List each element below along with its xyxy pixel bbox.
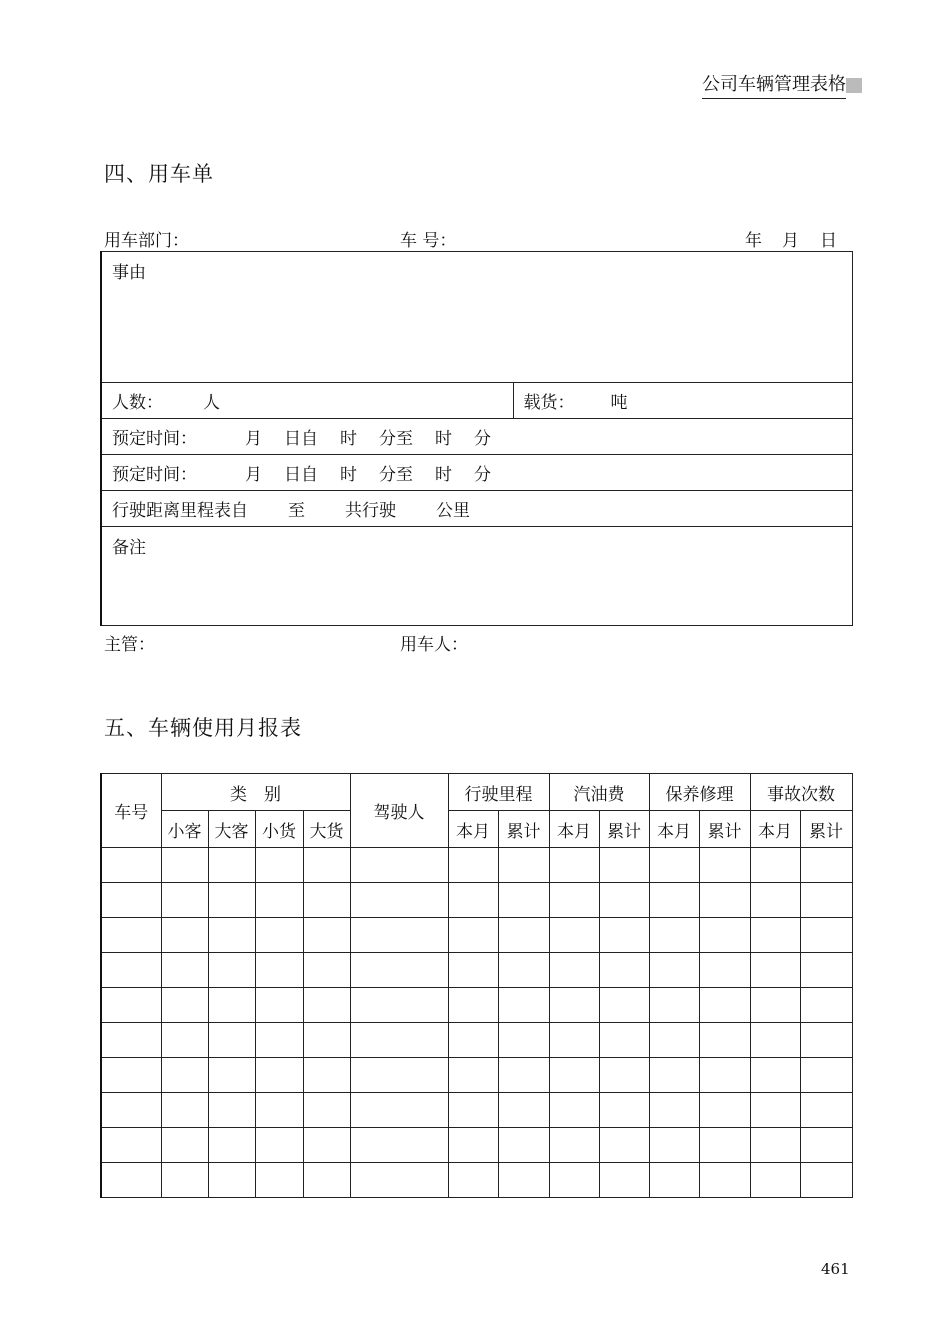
table-cell[interactable] [649,918,699,953]
table-cell[interactable] [448,918,498,953]
table-cell[interactable] [448,953,498,988]
reason-cell[interactable] [101,252,852,383]
table-cell[interactable] [599,1128,649,1163]
table-cell[interactable] [161,1163,208,1198]
table-cell[interactable] [699,1093,750,1128]
distance-start: 行驶距离里程表自 [112,501,248,521]
table-cell[interactable] [750,1163,800,1198]
table-row [101,953,852,988]
table-cell[interactable] [699,1058,750,1093]
table-cell[interactable] [161,953,208,988]
table-cell[interactable] [699,953,750,988]
col-accidents: 事故次数 [750,774,852,811]
sub-this-month: 本月 [750,811,800,848]
table-cell[interactable] [303,883,350,918]
table-cell[interactable] [549,1128,599,1163]
table-cell[interactable] [101,1163,161,1198]
table-cell[interactable] [549,953,599,988]
table-cell[interactable] [750,1093,800,1128]
distance-row[interactable] [101,491,852,527]
dept-label: 用车部门： [104,231,189,251]
table-cell[interactable] [800,918,852,953]
table-cell[interactable] [800,883,852,918]
table-cell[interactable] [448,1058,498,1093]
cargo-cell[interactable] [513,383,852,419]
table-cell[interactable] [498,1128,549,1163]
table-cell[interactable] [101,988,161,1023]
table-cell[interactable] [448,1128,498,1163]
table-cell[interactable] [350,1093,448,1128]
table-cell[interactable] [161,1093,208,1128]
cat-large-cargo: 大货 [303,811,350,848]
time-hour-2: 时 [435,429,452,449]
table-cell[interactable] [498,988,549,1023]
table-cell[interactable] [255,988,303,1023]
table-cell[interactable] [101,883,161,918]
distance-total: 共行驶 [345,501,396,521]
col-driver: 驾驶人 [350,774,448,848]
time-hour-1: 时 [340,429,357,449]
vehicle-request-form [100,251,853,626]
table-cell[interactable] [649,1058,699,1093]
table-cell[interactable] [255,953,303,988]
date-year: 年 [745,231,762,251]
table-cell[interactable] [255,1163,303,1198]
table-cell[interactable] [800,988,852,1023]
sub-cumulative: 累计 [599,811,649,848]
time-hour-2: 时 [435,465,452,485]
table-cell[interactable] [498,1163,549,1198]
table-cell[interactable] [800,953,852,988]
supervisor-label: 主管： [104,635,155,655]
time-min: 分 [474,429,491,449]
time-month: 月 [245,429,262,449]
table-cell[interactable] [599,1058,649,1093]
table-cell[interactable] [750,1058,800,1093]
col-category: 类 别 [161,774,350,811]
table-cell[interactable] [255,1128,303,1163]
table-cell[interactable] [649,1128,699,1163]
table-cell[interactable] [498,953,549,988]
document-header-title: 公司车辆管理表格 [702,70,846,99]
table-cell[interactable] [599,918,649,953]
sub-this-month: 本月 [448,811,498,848]
scheduled-time-row-1[interactable] [101,419,852,455]
table-cell[interactable] [101,1023,161,1058]
table-cell[interactable] [255,918,303,953]
table-cell[interactable] [161,988,208,1023]
cat-small-cargo: 小货 [255,811,303,848]
table-cell[interactable] [649,1093,699,1128]
table-cell[interactable] [350,918,448,953]
table-cell[interactable] [750,848,800,883]
table-cell[interactable] [208,953,255,988]
table-cell[interactable] [498,848,549,883]
table-cell[interactable] [350,988,448,1023]
table-cell[interactable] [498,883,549,918]
table-cell[interactable] [750,988,800,1023]
table-cell[interactable] [800,1093,852,1128]
time-min-to: 分至 [379,465,413,485]
section5-title: 五、车辆使用月报表 [104,716,302,740]
table-cell[interactable] [498,1093,549,1128]
scheduled-time-row-2[interactable] [101,455,852,491]
table-cell[interactable] [498,1058,549,1093]
table-cell[interactable] [161,1023,208,1058]
table-cell[interactable] [549,988,599,1023]
car-no-label: 车 号： [400,231,457,251]
table-cell[interactable] [549,848,599,883]
table-cell[interactable] [303,1023,350,1058]
table-cell[interactable] [649,883,699,918]
table-cell[interactable] [800,848,852,883]
table-cell[interactable] [549,1058,599,1093]
sub-cumulative: 累计 [800,811,852,848]
table-cell[interactable] [498,1023,549,1058]
table-row [101,988,852,1023]
table-cell[interactable] [649,1023,699,1058]
date-day: 日 [820,231,837,251]
table-cell[interactable] [101,1128,161,1163]
table-cell[interactable] [208,848,255,883]
table-cell[interactable] [649,988,699,1023]
table-row [101,1128,852,1163]
table-cell[interactable] [448,883,498,918]
remark-cell[interactable] [101,527,852,626]
table-cell[interactable] [699,883,750,918]
table-cell[interactable] [255,1058,303,1093]
people-label: 人数： [112,393,163,413]
time-hour-1: 时 [340,465,357,485]
col-fuel-cost: 汽油费 [549,774,649,811]
table-cell[interactable] [699,1023,750,1058]
user-label: 用车人： [400,635,468,655]
time-min-to: 分至 [379,429,413,449]
table-cell[interactable] [599,1163,649,1198]
table-cell[interactable] [303,953,350,988]
table-cell[interactable] [303,1058,350,1093]
table-cell[interactable] [599,883,649,918]
table-cell[interactable] [699,988,750,1023]
table-cell[interactable] [101,1058,161,1093]
table-row [101,848,852,883]
table-cell[interactable] [208,1163,255,1198]
table-row [101,1163,852,1198]
table-cell[interactable] [699,848,750,883]
table-cell[interactable] [161,918,208,953]
section4-title: 四、用车单 [104,162,214,186]
reason-label: 事由 [112,263,146,283]
remark-label: 备注 [112,538,146,558]
table-cell[interactable] [750,1128,800,1163]
table-cell[interactable] [549,1093,599,1128]
cargo-unit: 吨 [610,393,628,413]
distance-unit: 公里 [436,501,470,521]
table-cell[interactable] [350,883,448,918]
table-row [101,1093,852,1128]
cat-small-passenger: 小客 [161,811,208,848]
time-day-from: 日自 [284,429,318,449]
table-cell[interactable] [303,1093,350,1128]
table-cell[interactable] [350,1163,448,1198]
time-label: 预定时间： [112,465,197,485]
table-cell[interactable] [750,918,800,953]
page-number: 461 [821,1260,850,1278]
table-cell[interactable] [750,1023,800,1058]
table-cell[interactable] [303,848,350,883]
table-cell[interactable] [350,1058,448,1093]
header-marker [846,78,862,93]
table-cell[interactable] [303,1128,350,1163]
table-cell[interactable] [303,1163,350,1198]
table-cell[interactable] [161,883,208,918]
table-cell[interactable] [448,988,498,1023]
table-cell[interactable] [599,1023,649,1058]
people-cell[interactable] [101,383,513,419]
table-cell[interactable] [599,1093,649,1128]
sub-this-month: 本月 [549,811,599,848]
table-cell[interactable] [448,1093,498,1128]
table-cell[interactable] [599,953,649,988]
table-cell[interactable] [303,918,350,953]
table-cell[interactable] [448,1163,498,1198]
table-cell[interactable] [549,918,599,953]
time-min: 分 [474,465,491,485]
table-cell[interactable] [255,1023,303,1058]
table-cell[interactable] [750,953,800,988]
table-cell[interactable] [255,883,303,918]
table-cell[interactable] [599,848,649,883]
table-cell[interactable] [800,1163,852,1198]
cat-large-passenger: 大客 [208,811,255,848]
table-cell[interactable] [208,1058,255,1093]
report-body [101,848,852,1198]
people-unit: 人 [203,393,220,413]
table-cell[interactable] [649,1163,699,1198]
table-cell[interactable] [649,953,699,988]
col-car-no: 车号 [101,774,161,848]
table-cell[interactable] [101,848,161,883]
table-cell[interactable] [699,1128,750,1163]
table-cell[interactable] [208,918,255,953]
table-cell[interactable] [350,1128,448,1163]
date-month: 月 [782,231,799,251]
table-cell[interactable] [448,1023,498,1058]
table-cell[interactable] [549,1163,599,1198]
table-row [101,918,852,953]
table-cell[interactable] [161,1058,208,1093]
col-maintenance: 保养修理 [649,774,750,811]
table-row [101,1023,852,1058]
table-cell[interactable] [255,848,303,883]
table-cell[interactable] [350,848,448,883]
table-cell[interactable] [498,918,549,953]
table-cell[interactable] [208,1128,255,1163]
table-cell[interactable] [101,1093,161,1128]
sub-this-month: 本月 [649,811,699,848]
cargo-label: 载货： [523,393,575,413]
table-cell[interactable] [599,988,649,1023]
table-cell[interactable] [208,883,255,918]
table-cell[interactable] [101,953,161,988]
distance-to: 至 [288,501,305,521]
table-cell[interactable] [208,1023,255,1058]
monthly-usage-report-table [100,773,853,1198]
table-cell[interactable] [800,1058,852,1093]
table-cell[interactable] [255,1093,303,1128]
time-month: 月 [245,465,262,485]
table-cell[interactable] [101,918,161,953]
table-cell[interactable] [699,918,750,953]
table-cell[interactable] [303,988,350,1023]
table-cell[interactable] [161,848,208,883]
table-cell[interactable] [549,1023,599,1058]
table-row [101,883,852,918]
table-cell[interactable] [350,953,448,988]
sub-cumulative: 累计 [498,811,549,848]
table-row [101,1058,852,1093]
col-mileage: 行驶里程 [448,774,549,811]
table-cell[interactable] [208,1093,255,1128]
time-day-from: 日自 [284,465,318,485]
table-cell[interactable] [448,848,498,883]
table-cell[interactable] [699,1163,750,1198]
table-cell[interactable] [750,883,800,918]
table-cell[interactable] [800,1128,852,1163]
table-cell[interactable] [161,1128,208,1163]
table-cell[interactable] [208,988,255,1023]
table-cell[interactable] [549,883,599,918]
time-label: 预定时间： [112,429,197,449]
table-cell[interactable] [649,848,699,883]
table-cell[interactable] [350,1023,448,1058]
sub-cumulative: 累计 [699,811,750,848]
table-cell[interactable] [800,1023,852,1058]
